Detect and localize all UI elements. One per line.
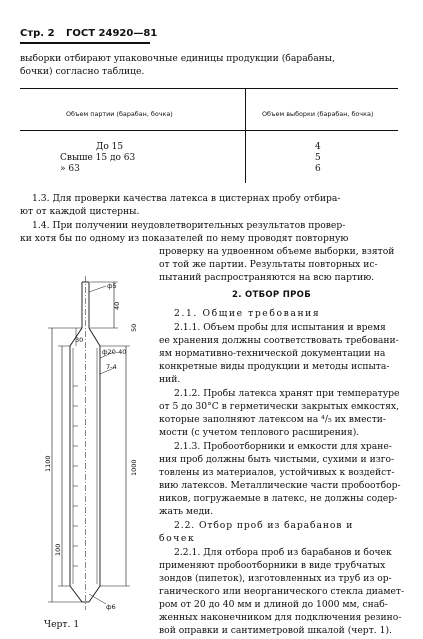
para-1-4-line-4: от той же партии. Результаты повторных ис-: [159, 259, 378, 270]
intro-line-2: бочки) согласно таблице.: [20, 66, 145, 77]
standard-number: ГОСТ 24920—81: [66, 28, 158, 39]
page-number: Стр. 2: [20, 28, 55, 39]
label-len-lower: 100: [54, 543, 62, 556]
label-len-upper: 50: [130, 323, 138, 332]
header-rule: [20, 42, 150, 44]
table-cell-range-1: До 15: [96, 142, 124, 152]
para-2-1-1-line-1: 2.1.1. Объем пробы для испытания и время: [174, 322, 386, 333]
para-1-4-line-2: ки хотя бы по одному из показателей по нему проводят повторную: [20, 233, 349, 244]
table-cell-range-2: Свыше 15 до 63: [60, 153, 136, 163]
label-r: 7-4: [106, 363, 117, 371]
label-len-total: 1000: [130, 459, 138, 476]
para-1-3-line-2: ют от каждой цистерны.: [20, 206, 140, 217]
para-2-1-2-line-1: 2.1.2. Пробы латекса хранят при температуре: [174, 388, 400, 399]
para-2-1-1-line-2: ее хранения должны соответствовать требовани-: [159, 335, 399, 346]
para-2-1-2-line-3: которые заполняют латексом на ⁴/₅ их вмести-: [159, 414, 387, 425]
para-2-1-3-line-1: 2.1.3. Пробоотборники и емкости для хране-: [174, 441, 392, 452]
para-2-2-1-line-2: применяют пробоотборники в виде трубчатых: [159, 560, 386, 571]
para-1-3-line-1: 1.3. Для проверки качества латекса в цистернах пробу отбира-: [32, 193, 341, 204]
para-2-1-1-line-5: ний.: [159, 374, 181, 385]
table-cell-range-3: » 63: [60, 164, 80, 174]
table-top-rule: [20, 88, 398, 89]
scale-ticks: [73, 386, 78, 566]
sampler-drawing: [18, 276, 158, 611]
para-2-1-2-line-2: от 5 до 30°С в герметически закрытых емкостях,: [159, 401, 400, 412]
para-1-4-line-5: пытаний распространяются на всю партию.: [159, 272, 375, 283]
label-diam-body: ф20-40: [102, 348, 127, 356]
intro-line-1: выборки отбирают упаковочные единицы продукции (барабаны,: [20, 53, 336, 64]
para-2-1-2-line-4: мости (с учетом теплового расширения).: [159, 427, 360, 438]
para-2-1-3-line-3: товлены из материалов, устойчивых к воздейст-: [159, 467, 395, 478]
para-2-2-1-line-1: 2.2.1. Для отбора проб из барабанов и бочек: [174, 547, 392, 558]
table-header-rule: [20, 130, 398, 131]
body-left-outline: [70, 328, 82, 602]
para-2-1-1-line-4: конкретные виды продукции и методы испыта-: [159, 361, 390, 372]
subsection-2-2-line-2: бочек: [159, 533, 196, 544]
para-2-2-1-line-5: ром от 20 до 40 мм и длиной до 1000 мм, снаб-: [159, 599, 388, 610]
para-2-1-3-line-6: жать меди.: [159, 506, 214, 517]
para-2-1-3-line-5: ников, погружаемые в латекс, не должны содер-: [159, 493, 398, 504]
section-title: 2. ОТБОР ПРОБ: [232, 290, 311, 300]
table-header-sample: Объем выборки (барабан, бочка): [262, 110, 374, 118]
para-1-4-line-1: 1.4. При получении неудовлетворительных результатов провер-: [32, 220, 346, 231]
label-len-neck: 30: [75, 336, 84, 344]
figure-caption: Черт. 1: [44, 619, 80, 630]
label-len-scale: 1100: [44, 455, 52, 472]
label-d-top: ф5: [107, 282, 117, 290]
table-cell-sample-1: 4: [315, 142, 321, 152]
table-cell-sample-2: 5: [315, 153, 321, 163]
para-1-4-line-3: проверку на удвоенном объеме выборки, взятой: [159, 246, 395, 257]
table-cell-sample-3: 6: [315, 164, 321, 174]
para-2-2-1-line-7: вой оправки и сантиметровой шкалой (черт. 1).: [159, 625, 392, 636]
para-2-2-1-line-4: ганического или неорганического стекла диамет-: [159, 586, 405, 597]
subsection-2-2-line-1: 2.2. Отбор проб из барабанов и: [174, 520, 354, 531]
body-right-outline: [89, 328, 100, 602]
para-2-2-1-line-6: женных наконечником для подключения резино-: [159, 612, 402, 623]
para-2-1-3-line-4: вию латексов. Металлические части пробоотбор-: [159, 480, 401, 491]
para-2-2-1-line-3: зондов (пипеток), изготовленных из труб из ор-: [159, 573, 392, 584]
subsection-2-1: 2.1. Общие требования: [174, 308, 321, 319]
para-2-1-1-line-3: ям нормативно-технической документации на: [159, 348, 386, 359]
table-col-divider: [245, 88, 246, 183]
table-header-lot: Объем партии (барабан, бочка): [66, 110, 173, 118]
label-len-top: 40: [113, 301, 121, 310]
page-header: [20, 28, 157, 39]
para-2-1-3-line-2: ния проб должны быть чистыми, сухими и изго-: [159, 454, 395, 465]
label-d-tip: ф6: [106, 603, 116, 611]
